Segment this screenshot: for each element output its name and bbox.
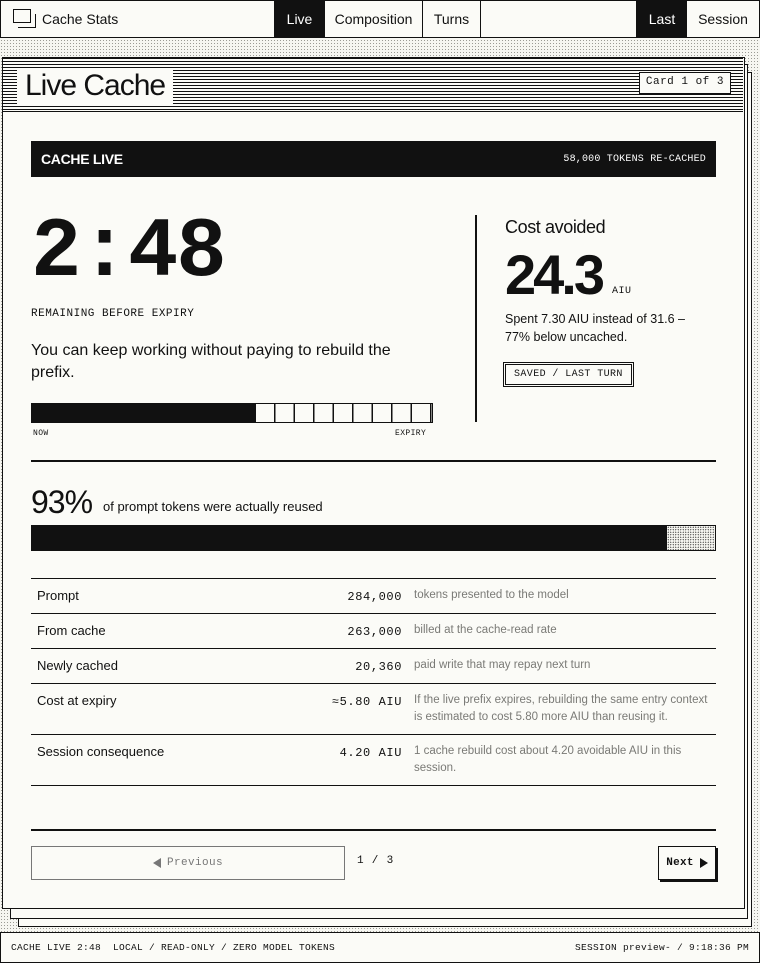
stat-label: Cost at expiry <box>37 693 117 708</box>
stat-value: 263,000 <box>347 625 403 639</box>
cache-status-banner <box>31 141 716 177</box>
timer-description: You can keep working without paying to rebuild the prefix. <box>31 342 391 381</box>
stat-note: billed at the cache-read rate <box>414 624 557 636</box>
saved-badge: SAVED / LAST TURN <box>505 364 632 385</box>
tab-turns[interactable]: Turns <box>423 1 481 37</box>
page-indicator: 1 / 3 <box>357 855 395 867</box>
stats-table <box>31 578 716 786</box>
expiry-timer: 2:48 <box>31 206 225 301</box>
stat-value: 284,000 <box>347 590 403 604</box>
table-row <box>31 614 716 649</box>
app-brand <box>1 1 275 37</box>
card-header <box>3 58 743 112</box>
triangle-right-icon <box>700 858 708 868</box>
card-title: Live Cache <box>17 68 173 104</box>
cost-description: Spent 7.30 AIU instead of 31.6 – 77% below uncached. <box>505 312 685 344</box>
range-session-toggle[interactable]: Session <box>698 11 748 27</box>
table-row <box>31 735 716 786</box>
next-label: Next <box>666 857 694 869</box>
reuse-bar-fill <box>32 526 667 550</box>
previous-label: Previous <box>166 857 223 869</box>
footer-divider <box>31 829 716 831</box>
progress-start-label: NOW <box>33 429 49 438</box>
stat-note: tokens presented to the model <box>414 589 569 601</box>
expiry-progress-remaining <box>256 404 432 422</box>
next-button[interactable] <box>658 846 716 880</box>
section-divider <box>31 460 716 462</box>
stat-label: Prompt <box>37 588 79 603</box>
stat-label: Session consequence <box>37 744 165 759</box>
stat-value: 4.20 AIU <box>339 746 403 760</box>
stat-value: 20,360 <box>355 660 403 674</box>
app-title: Cache Stats <box>42 11 119 27</box>
table-row <box>31 649 716 684</box>
stat-note: paid write that may repay next turn <box>414 659 591 671</box>
cost-heading: Cost avoided <box>505 217 606 237</box>
banner-status: CACHE LIVE <box>41 151 123 167</box>
top-bar <box>0 0 760 38</box>
expiry-progress-bar <box>31 403 433 423</box>
status-left: CACHE LIVE 2:48 LOCAL / READ-ONLY / ZERO MODEL TOKENS <box>11 942 336 953</box>
status-bar <box>0 932 760 963</box>
expiry-progress-fill <box>32 404 256 422</box>
tab-composition[interactable]: Composition <box>325 1 423 37</box>
stat-label: From cache <box>37 623 106 638</box>
top-bar-spacer <box>481 1 637 37</box>
cost-unit: AIU <box>612 286 632 297</box>
cost-avoided-value: 24.3 <box>505 243 602 306</box>
range-last-toggle[interactable]: Last <box>637 1 687 37</box>
card-counter: Card 1 of 3 <box>639 72 731 94</box>
triangle-left-icon <box>153 858 161 868</box>
progress-end-label: EXPIRY <box>395 429 427 438</box>
reuse-percent: 93% <box>31 484 93 520</box>
stat-value: ≈5.80 AIU <box>331 695 403 709</box>
stat-note: If the live prefix expires, rebuilding the same entry context is estimated to cost 5.80 more AIU than reusing it. <box>414 694 708 723</box>
timer-label: REMAINING BEFORE EXPIRY <box>31 308 195 320</box>
tab-live[interactable]: Live <box>275 1 325 37</box>
table-row <box>31 579 716 614</box>
previous-button[interactable] <box>31 846 345 880</box>
live-cache-card <box>2 57 745 909</box>
stat-label: Newly cached <box>37 658 118 673</box>
banner-recached: 58,000 TOKENS RE-CACHED <box>563 153 706 165</box>
stat-note: 1 cache rebuild cost about 4.20 avoidable AIU in this session. <box>414 745 682 774</box>
table-row <box>31 684 716 735</box>
status-right: SESSION preview- / 9:18:36 PM <box>574 942 749 953</box>
reuse-description: of prompt tokens were actually reused <box>103 499 323 514</box>
vertical-divider <box>475 215 477 422</box>
window-stack-icon <box>13 9 37 29</box>
reuse-bar <box>31 525 716 551</box>
